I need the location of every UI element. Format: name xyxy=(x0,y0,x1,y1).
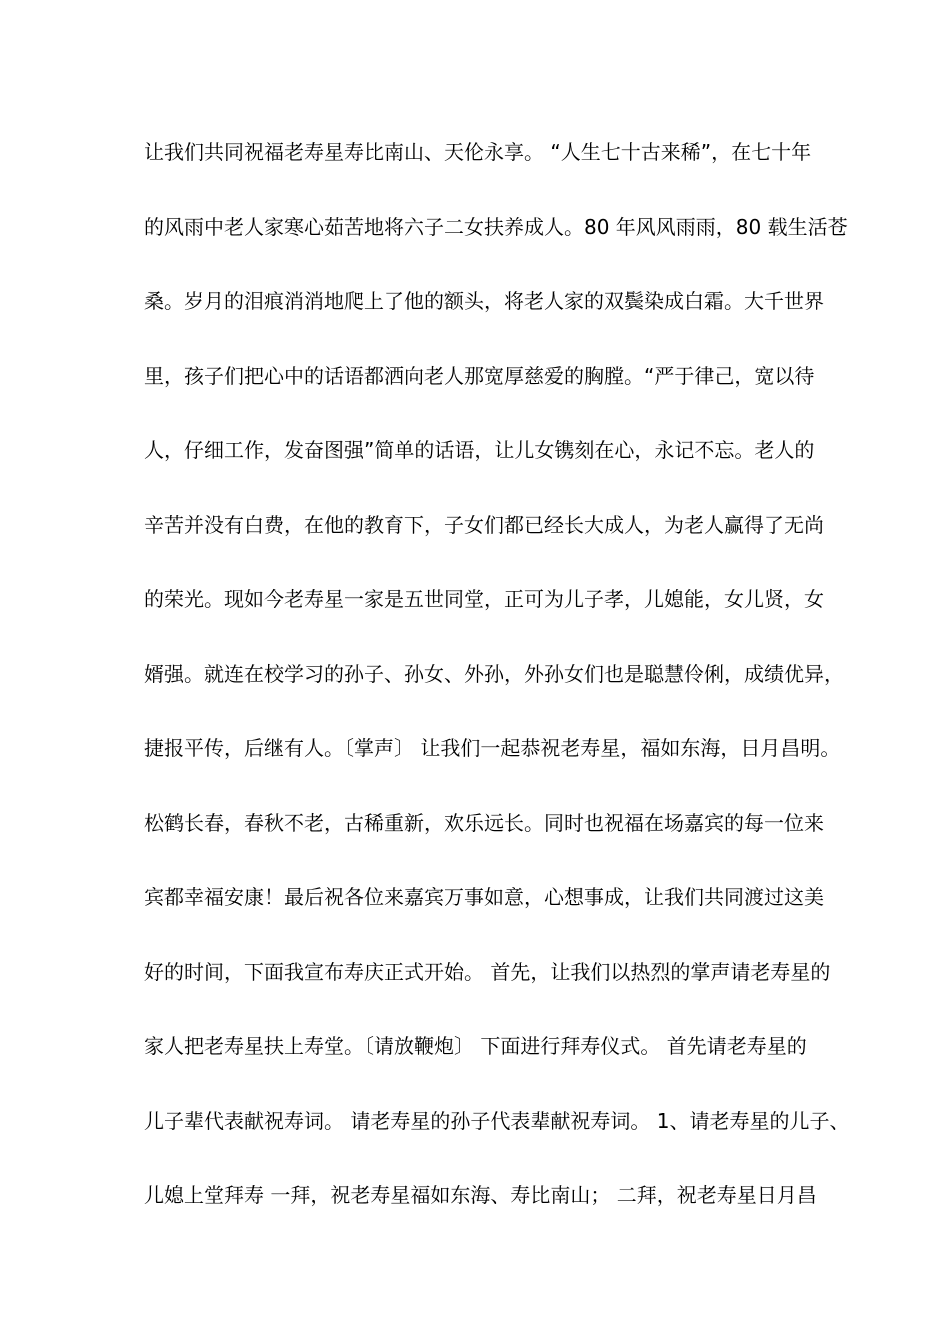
text-line: 儿媳上堂拜寿 一拜，祝老寿星福如东海、寿比南山； 二拜，祝老寿星日月昌 xyxy=(144,1183,817,1207)
text-line: 捷报平传，后继有人。〔掌声〕 让我们一起恭祝老寿星，福如东海，日月昌明。 xyxy=(144,736,841,760)
text-line: 家人把老寿星扶上寿堂。〔请放鞭炮〕 下面进行拜寿仪式。 首先请老寿星的 xyxy=(144,1034,807,1058)
text-line: 好的时间，下面我宣布寿庆正式开始。 首先，让我们以热烈的掌声请老寿星的 xyxy=(144,959,831,984)
text-line: 辛苦并没有白费，在他的教育下，子女们都已经长大成人，为老人赢得了无尚 xyxy=(144,512,824,537)
body-text xyxy=(144,132,850,1250)
text-line: 松鹤长春，春秋不老，古稀重新，欢乐远长。同时也祝福在场嘉宾的每一位来 xyxy=(144,810,824,835)
text-line: 儿子辈代表献祝寿词。 请老寿星的孙子代表辈献祝寿词。 1、请老寿星的儿子、 xyxy=(144,1108,850,1133)
text-line: 桑。岁月的泪痕消消地爬上了他的额头，将老人家的双鬓染成白霜。大千世界 xyxy=(144,289,824,313)
text-line: 人，仔细工作，发奋图强”简单的话语，让儿女镌刻在心，永记不忘。老人的 xyxy=(144,438,815,462)
text-line: 婿强。就连在校学习的孙子、孙女、外孙，外孙女们也是聪慧伶俐，成绩优异， xyxy=(144,661,844,686)
text-line: 让我们共同祝福老寿星寿比南山、天伦永享。 “人生七十古来稀”，在七十年 xyxy=(144,140,812,164)
text-line: 里，孩子们把心中的话语都洒向老人那宽厚慈爱的胸膛。“严于律己，宽以待 xyxy=(144,363,815,388)
text-line: 的荣光。现如今老寿星一家是五世同堂，正可为儿子孝，儿媳能，女儿贤，女 xyxy=(144,587,824,611)
text-line: 的风雨中老人家寒心茹苦地将六子二女扶养成人。80 年风风雨雨，80 载生活苍 xyxy=(144,214,848,239)
text-line: 宾都幸福安康！最后祝各位来嘉宾万事如意，心想事成，让我们共同渡过这美 xyxy=(144,885,824,909)
